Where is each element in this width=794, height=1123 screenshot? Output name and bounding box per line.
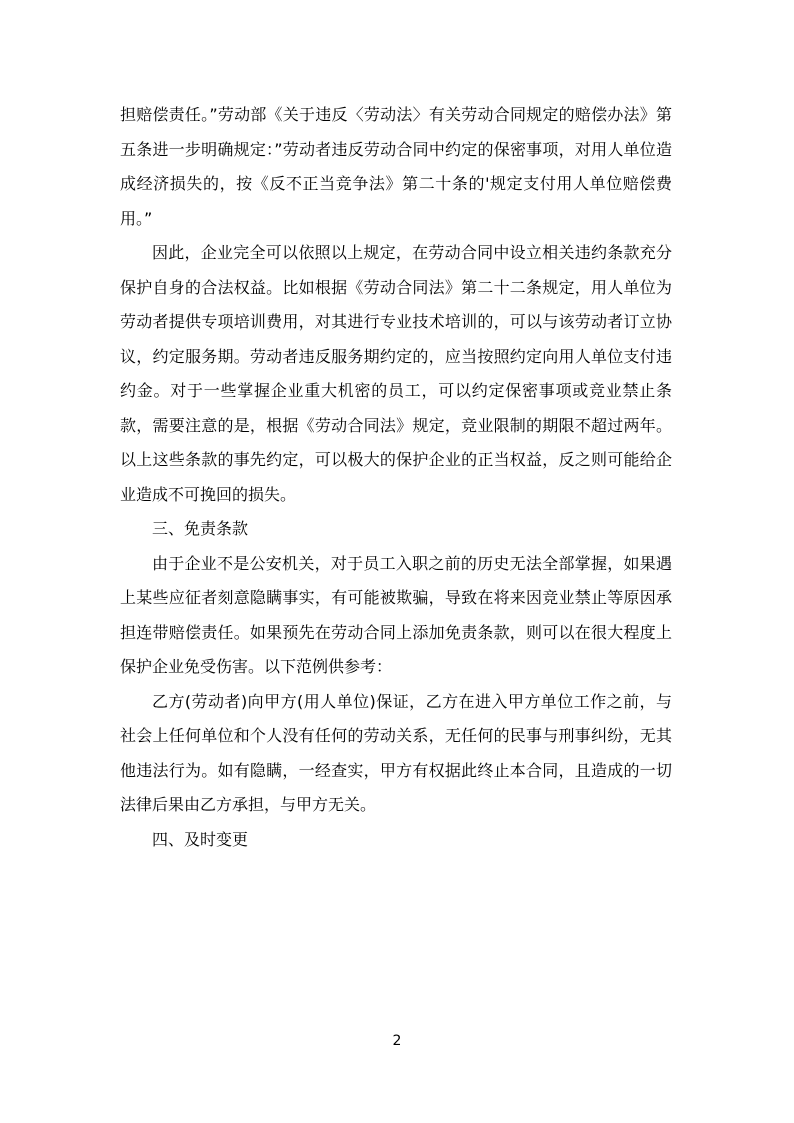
section-heading-timely-change: 四、及时变更	[152, 829, 249, 849]
paragraph-contract-terms: 因此，企业完全可以依照以上规定，在劳动合同中设立相关违约条款充分保护自身的合法权益。比如根据《劳动合同法》第二十二条规定，用人单位为劳动者提供专项培训费用，对其进行专业技术培训的，可以与该劳动者订立协议，约定服务期。劳动者违反服务期约定的，应当按照约定向用人单位支付违约金。对于一些掌握企业重大机密的员工，可以约定保密事项或竞业禁止条款，需要注意的是，根据《劳动合同法》规定，竞业限制的期限不超过两年。以上这些条款的事先约定，可以极大的保护企业的正当权益，反之则可能给企业造成不可挽回的损失。	[120, 243, 672, 504]
document-body	[120, 98, 672, 857]
paragraph-exemption-explanation: 由于企业不是公安机关，对于员工入职之前的历史无法全部掌握，如果遇上某些应征者刻意隐瞒事实，有可能被欺骗，导致在将来因竞业禁止等原因承担连带赔偿责任。如果预先在劳动合同上添加免责条款，则可以在很大程度上保护企业免受伤害。以下范例供参考：	[120, 553, 672, 676]
page-number: 2	[392, 1033, 402, 1049]
paragraph-liability-clause: 担赔偿责任。”劳动部《关于违反〈劳动法〉有关劳动合同规定的赔偿办法》第五条进一步明确规定：”劳动者违反劳动合同中约定的保密事项，对用人单位造成经济损失的，按《反不正当竞争法》第二十条的'规定支付用人单位赔偿费用。”	[120, 105, 672, 228]
paragraph-exemption-example: 乙方(劳动者)向甲方(用人单位)保证，乙方在进入甲方单位工作之前，与社会上任何单位和个人没有任何的劳动关系，无任何的民事与刑事纠纷，无其他违法行为。如有隐瞒，一经查实，甲方有权据此终止本合同，且造成的一切法律后果由乙方承担，与甲方无关。	[120, 691, 672, 814]
section-heading-exemption: 三、免责条款	[152, 519, 249, 538]
